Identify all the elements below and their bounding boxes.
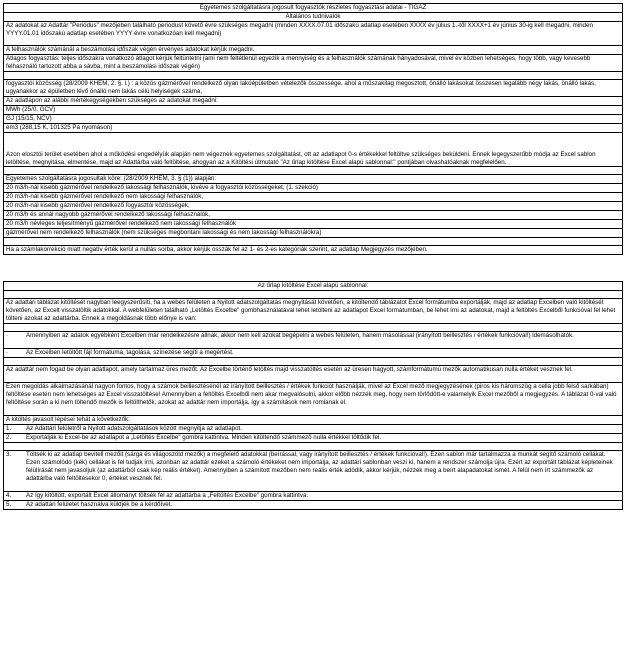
blank-row [4, 324, 622, 332]
paste-values-note: Ezen megoldás alkalmazásánál nagyon fontos, hogy a számok beillesztésénél az irányított beillesztés / értékek funkciót használják, mivel az Excel mező megjegyzésének (piros kis háromszög a cella jobb felső sarkában) feltöltése esetén nem lehetséges az Excel visszatöltése! Amennyiben a feltöltés Excelből nem akar megvalósulni, akkor előbb nézzék meg, hogy nem törlődött-e valamelyik Excel mezőből a megjegyzés. A táblázat 0-val való feltöltése során a ki nem töltendő mezők is feltölthetők, azokat az adattár nem importálja, így a számítások nem romlanak el. [4, 383, 622, 416]
blank-row [4, 358, 622, 366]
instructions-sheet [3, 3, 623, 510]
empty-field-note: Az adattár nem fogad be olyan adatlapot, amely tartalmaz üres mezőt. Az Excelbe történő letöltés majd visszatöltés esetén az üresen hagyott, számformátumú mezők automatikusan nulla értéket vesznek fel. [4, 366, 622, 383]
community-note: fogyasztói közösség (28/2009 KHEM, 2. §. l.) : a közös gázmérővel rendelkező olyan lakóépületben vételezők összessége, ahol a műszakilag megosztott, önálló lakásokat összesen legalább négy lakás, önálló lakás, ugyanakkor az épületben lévő önálló nem lakás célú helyiségek száma, [4, 80, 622, 97]
step-row: 1. Az Adattári felületről a Nyitott adatszolgáltatások között megnyitja az adatlapot. [4, 425, 622, 434]
period-note: Az adatokat az Adattár "Periódus" mezőjében található periodust követő évre szükséges megadni (minden XXXX.07.01 időszakú adatlap esetében XXXX év július 1.-től XXXX+1 év június 30-ig kell megadni, minden YYYY.01.01 időszakú adatlap esetében YYYY évre vonatkozóan kell megadni) [4, 22, 622, 46]
zero-fill-note: Azon elosztói terület esetében ahol a működési engedélyük alapján nem végeznek egyetemes szolgáltatást, ott az adatlapot 0-s értékekkel feltöltve szükséges beküldeni. Ennek legegyszerűbb módja az Excel sablon letöltése, megnyitása, elmentése, majd az Adattárba való feltöltése, ahogyan az a Kitöltési útmutató "Az űrlap kitöltése Excel alapú sablonnal:" pontjában olvashatóaknak megfelelően. [4, 133, 622, 167]
step-row: 4. Az így kitöltött, exportált Excel állományt töltsék fel az adattárba a „Feltöltés Excelbe" gombra kattintva. [4, 492, 622, 501]
bullet-item: · Az Excelben letöltött fájl formátuma, tagolása, színezése segíti a megértést. [4, 349, 622, 358]
eligible-item-1: 20 m3/h-nál kisebb gázmérővel rendelkező lakossági felhasználók, kivéve a fogyasztói közösségeket, (1. szekció) [4, 184, 622, 193]
eligible-item-3: 20 m3/h-nál kisebb gázmérővel rendelkező fogyasztói közösségek, [4, 202, 622, 211]
unit-em3: em3 (288,15 K, 101325 Pa nyomáson) [4, 124, 622, 133]
general-info-table [3, 3, 623, 255]
step-row: 2. Exportálják ki Excel-be az adatlapot a „Letöltés Excelbe" gombra kattintva. Minden kitöltendő számmező nulla értékkel töltődik fel. [4, 434, 622, 443]
blank-row [4, 291, 622, 299]
blank-row [4, 238, 622, 246]
unit-mwh: MWh (25/0, GCV) [4, 106, 622, 115]
eligible-item-6: gázmérővel nem rendelkező felhasználók (nem szükséges megbontani lakossági és nem lakossági felhasználókra) [4, 229, 622, 238]
blank-row [4, 443, 622, 451]
section-subtitle: Általános tudnivalók [4, 13, 622, 22]
correction-note: Ha a számlakorrekció miatt negatív érték kerül a nullás sorba, akkor kérjük osszák fel az 1- és 2-es kategóriák szerint, az adatlap Megjegyzés mezőjében. [4, 246, 622, 255]
bullet-icon: · [6, 349, 9, 356]
blank-row [4, 167, 622, 175]
section-gap [3, 255, 623, 281]
excel-intro: Az adattári táblázat kitöltését nagyban leegyszerűsíti, ha a webes felületen a Nyitott adatszolgáltatás megnyitását követően, a kitöltendő táblázatot Excel formátumba exportálják, majd az adatlap Excelben való kitöltését követően, az Excelt visszatöltik adatokkal. A webfelületen található „Letöltés Excelbe" gombhasználatával lehet letölteni az adatlapot Excel formátumban, be lehet írni az adatokat, majd a feltöltés Excelből funkcióval fel lehet tölteni azokat az adattárba. Ennek a megoldásnak több előnye is van: [4, 299, 622, 324]
unit-gj: GJ (15/15, NCV) [4, 115, 622, 124]
blank-row [4, 72, 622, 80]
eligible-item-2: 20 m3/h-nál kisebb gázmérővel rendelkező nem lakossági felhasználók, [4, 193, 622, 202]
eligible-item-4: 20 m3/h és annál nagyobb gázmérővel rendelkező lakossági felhasználók, [4, 211, 622, 220]
eligible-item-5: 20 m3/h névleges teljesítményű gázmérővel rendelkező nem lakossági felhasználók [4, 220, 622, 229]
sheet-title: Egyetemes szolgáltatásra jogosult fogyasztók részletes fogyasztási adatai - TIGÁZ [4, 4, 622, 13]
excel-section-title: Az űrlap kitöltése Excel alapú sablonnal: [4, 282, 622, 291]
bullet-item: · Amennyiben az adatok egyébként Excelben már rendelkezésre állnak, akkor nem kell azokat begépelni a webes felületen, hanem másolással (irányított beillesztés / értékek funkcióval!) ldemásolhatók. [4, 332, 622, 349]
excel-template-table [3, 281, 623, 510]
bullet-icon: · [6, 332, 9, 339]
eligible-heading: Egyetemes szolgáltatásra jogosultak köre: (28/2009 KHEM, 3. § (1)) alapján: [4, 175, 622, 184]
users-note: A felhasználók számánál a beszámolási időszak végén érvényes adatokat kérjük megadni. [4, 46, 622, 55]
step-row: 3. Töltsék ki az adatlap bevitell mezőit (sárga és világoszöld mezők) a megfelelő adatokkal (beírással, vagy irányított beillesztés / értékek funkcióval!). Ezen sablon már tartalmazza a munkát segítő számoló cellákat. Ezen számolódó (kék) cellákat is fel tudják írni, azonban az adattár ezeket a számoló értékeket nem importálja, az adattári sablonban veszi ki, hanem a rendszer számolja újra. Ezért az exportált táblázat képleteinek felülírását nem javasoljuk (az adattárból csak kép reális értéket). Amennyiben a számított mezőben nem reális érték adódik, akkor kérjük, nézzék meg a beírt alapadatokat ismét. A felül nem írt számmezők az adattárba való feltöltésekor 0, értéket vesznek fel. [4, 451, 622, 492]
units-heading: Az adatlapon az alábbi mértékegységekben szükséges az adatokat megadni: [4, 97, 622, 106]
step-row: 5. Az adattári felületet használva küldjék be a kérdőívet. [4, 501, 622, 510]
avg-consumption-note: Átlagos fogyasztás: teljes időszakra vonatkozó átlagot kérjük feltüntetni (ami nem feltétlenül egyezik a mennyiség és a felhasználók számának hányadosával, mivel év közben lehetséges, hogy több, vagy kevesebb felhasználó tartozott abba a sávba, mint a beszámolási időszak végén) [4, 55, 622, 72]
steps-heading: A kitöltés javasolt lépései tehát a következők: [4, 416, 622, 425]
